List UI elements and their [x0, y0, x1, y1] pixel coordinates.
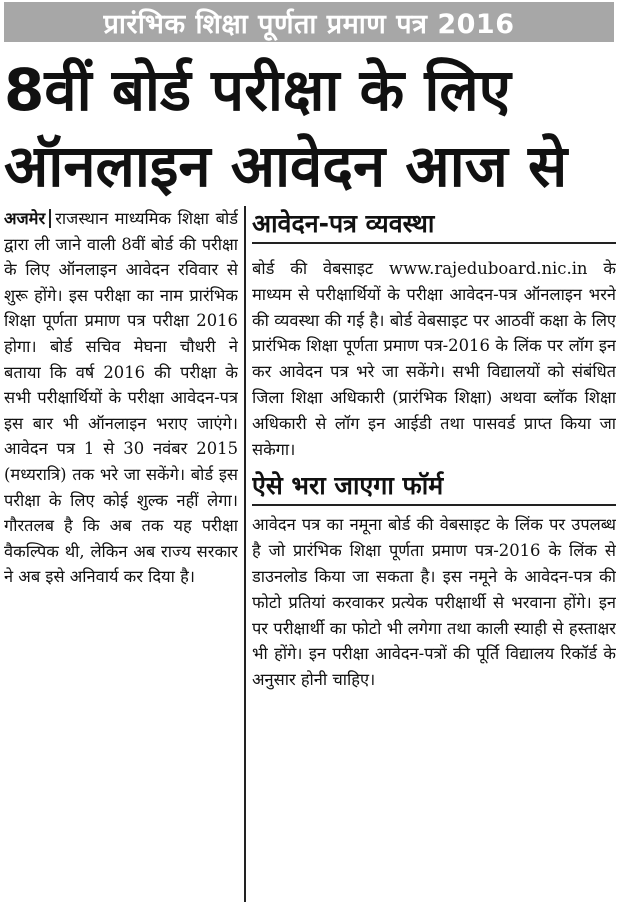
headline-line-1: 8वीं बोर्ड परीक्षा के लिए	[4, 56, 511, 124]
left-article-column	[4, 206, 238, 902]
right-article-column	[252, 206, 616, 902]
section-body-form-filling: आवेदन पत्र का नमूना बोर्ड की वेबसाइट के लिंक पर उपलब्ध है जो प्रारंभिक शिक्षा पूर्णता प्रमाण पत्र-2016 के लिंक से डाउनलोड किया जा सकता है। इस नमूने के आवेदन-पत्र की फोटो प्रतियां करवाकर प्रत्येक परीक्षार्थी से भरवाना होंगे। इन पर परीक्षार्थी का फोटो भी लगेगा तथा काली स्याही से हस्ताक्षर भी होंगे। इन परीक्षा आवेदन-पत्रों की पूर्ति विद्यालय रिकॉर्ड के अनुसार होनी चाहिए।	[252, 515, 616, 690]
section-body-application-system: बोर्ड की वेबसाइट www.rajeduboard.nic.in के माध्यम से परीक्षार्थियों के परीक्षा आवेदन-पत्र ऑनलाइन भरने की व्यवस्था की गई है। बोर्ड वेबसाइट पर आठवीं कक्षा के लिए प्रारंभिक शिक्षा पूर्णता प्रमाण पत्र-2016 के लिंक पर लॉग इन कर आवेदन पत्र भरे जा सकेंगे। सभी विद्यालयों को संबंधित जिला शिक्षा अधिकारी (प्रारंभिक शिक्षा) अथवा ब्लॉक शिक्षा अधिकारी से लॉग इन आईडी तथा पासवर्ड प्राप्त किया जा सकेगा।	[252, 259, 616, 459]
headline	[4, 52, 616, 204]
dateline: अजमेर	[4, 209, 51, 228]
headline-line-2: ऑनलाइन आवेदन आज से	[4, 132, 568, 200]
banner-title: प्रारंभिक शिक्षा पूर्णता प्रमाण पत्र 2016	[103, 8, 515, 40]
column-divider	[244, 206, 246, 902]
section-heading-application-system: आवेदन-पत्र व्यवस्था	[252, 206, 616, 244]
left-column-body: राजस्थान माध्यमिक शिक्षा बोर्ड द्वारा ली जाने वाली 8वीं बोर्ड की परीक्षा के लिए ऑनलाइन आवेदन रविवार से शुरू होंगे। इस परीक्षा का नाम प्रारंभिक शिक्षा पूर्णता प्रमाण पत्र परीक्षा 2016 होगा। बोर्ड सचिव मेघना चौधरी ने बताया कि वर्ष 2016 की परीक्षा के सभी परीक्षार्थियों के परीक्षा आवेदन-पत्र इस बार भी ऑनलाइन भराए जाएंगे। आवेदन पत्र 1 से 30 नवंबर 2015 (मध्यरात्रि) तक भरे जा सकेंगे। बोर्ड इस परीक्षा के लिए कोई शुल्क नहीं लेगा। गौरतलब है कि अब तक यह परीक्षा वैकल्पिक थी, लेकिन अब राज्य सरकार ने अब इसे अनिवार्य कर दिया है।	[4, 209, 238, 587]
series-banner	[4, 2, 614, 42]
section-heading-form-filling: ऐसे भरा जाएगा फॉर्म	[252, 468, 616, 506]
